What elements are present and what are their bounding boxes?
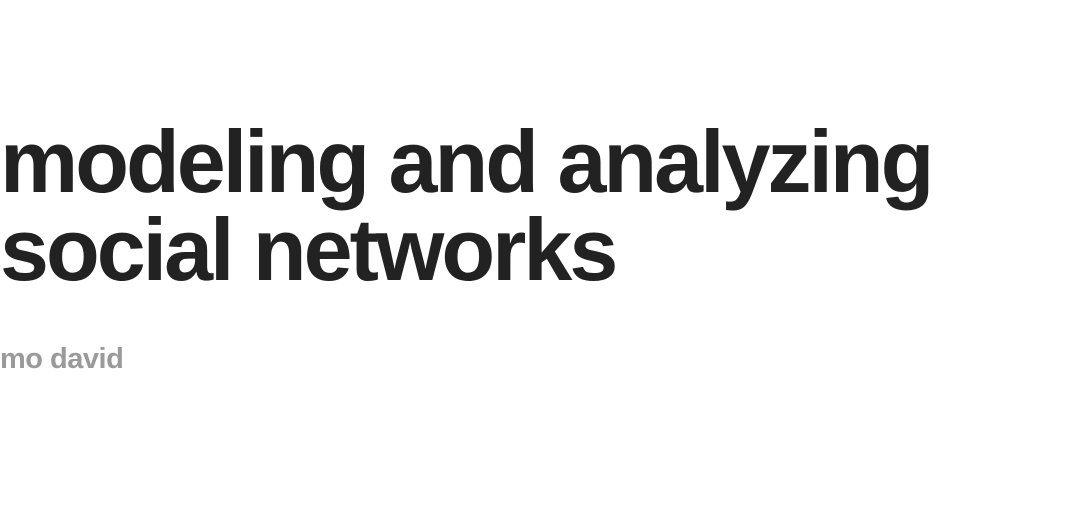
slide-title-line-1: modeling and analyzing [0,112,932,211]
author-name: mo david [0,343,124,375]
slide-title-line-2: social networks [0,200,616,299]
slide-title [0,112,1070,299]
